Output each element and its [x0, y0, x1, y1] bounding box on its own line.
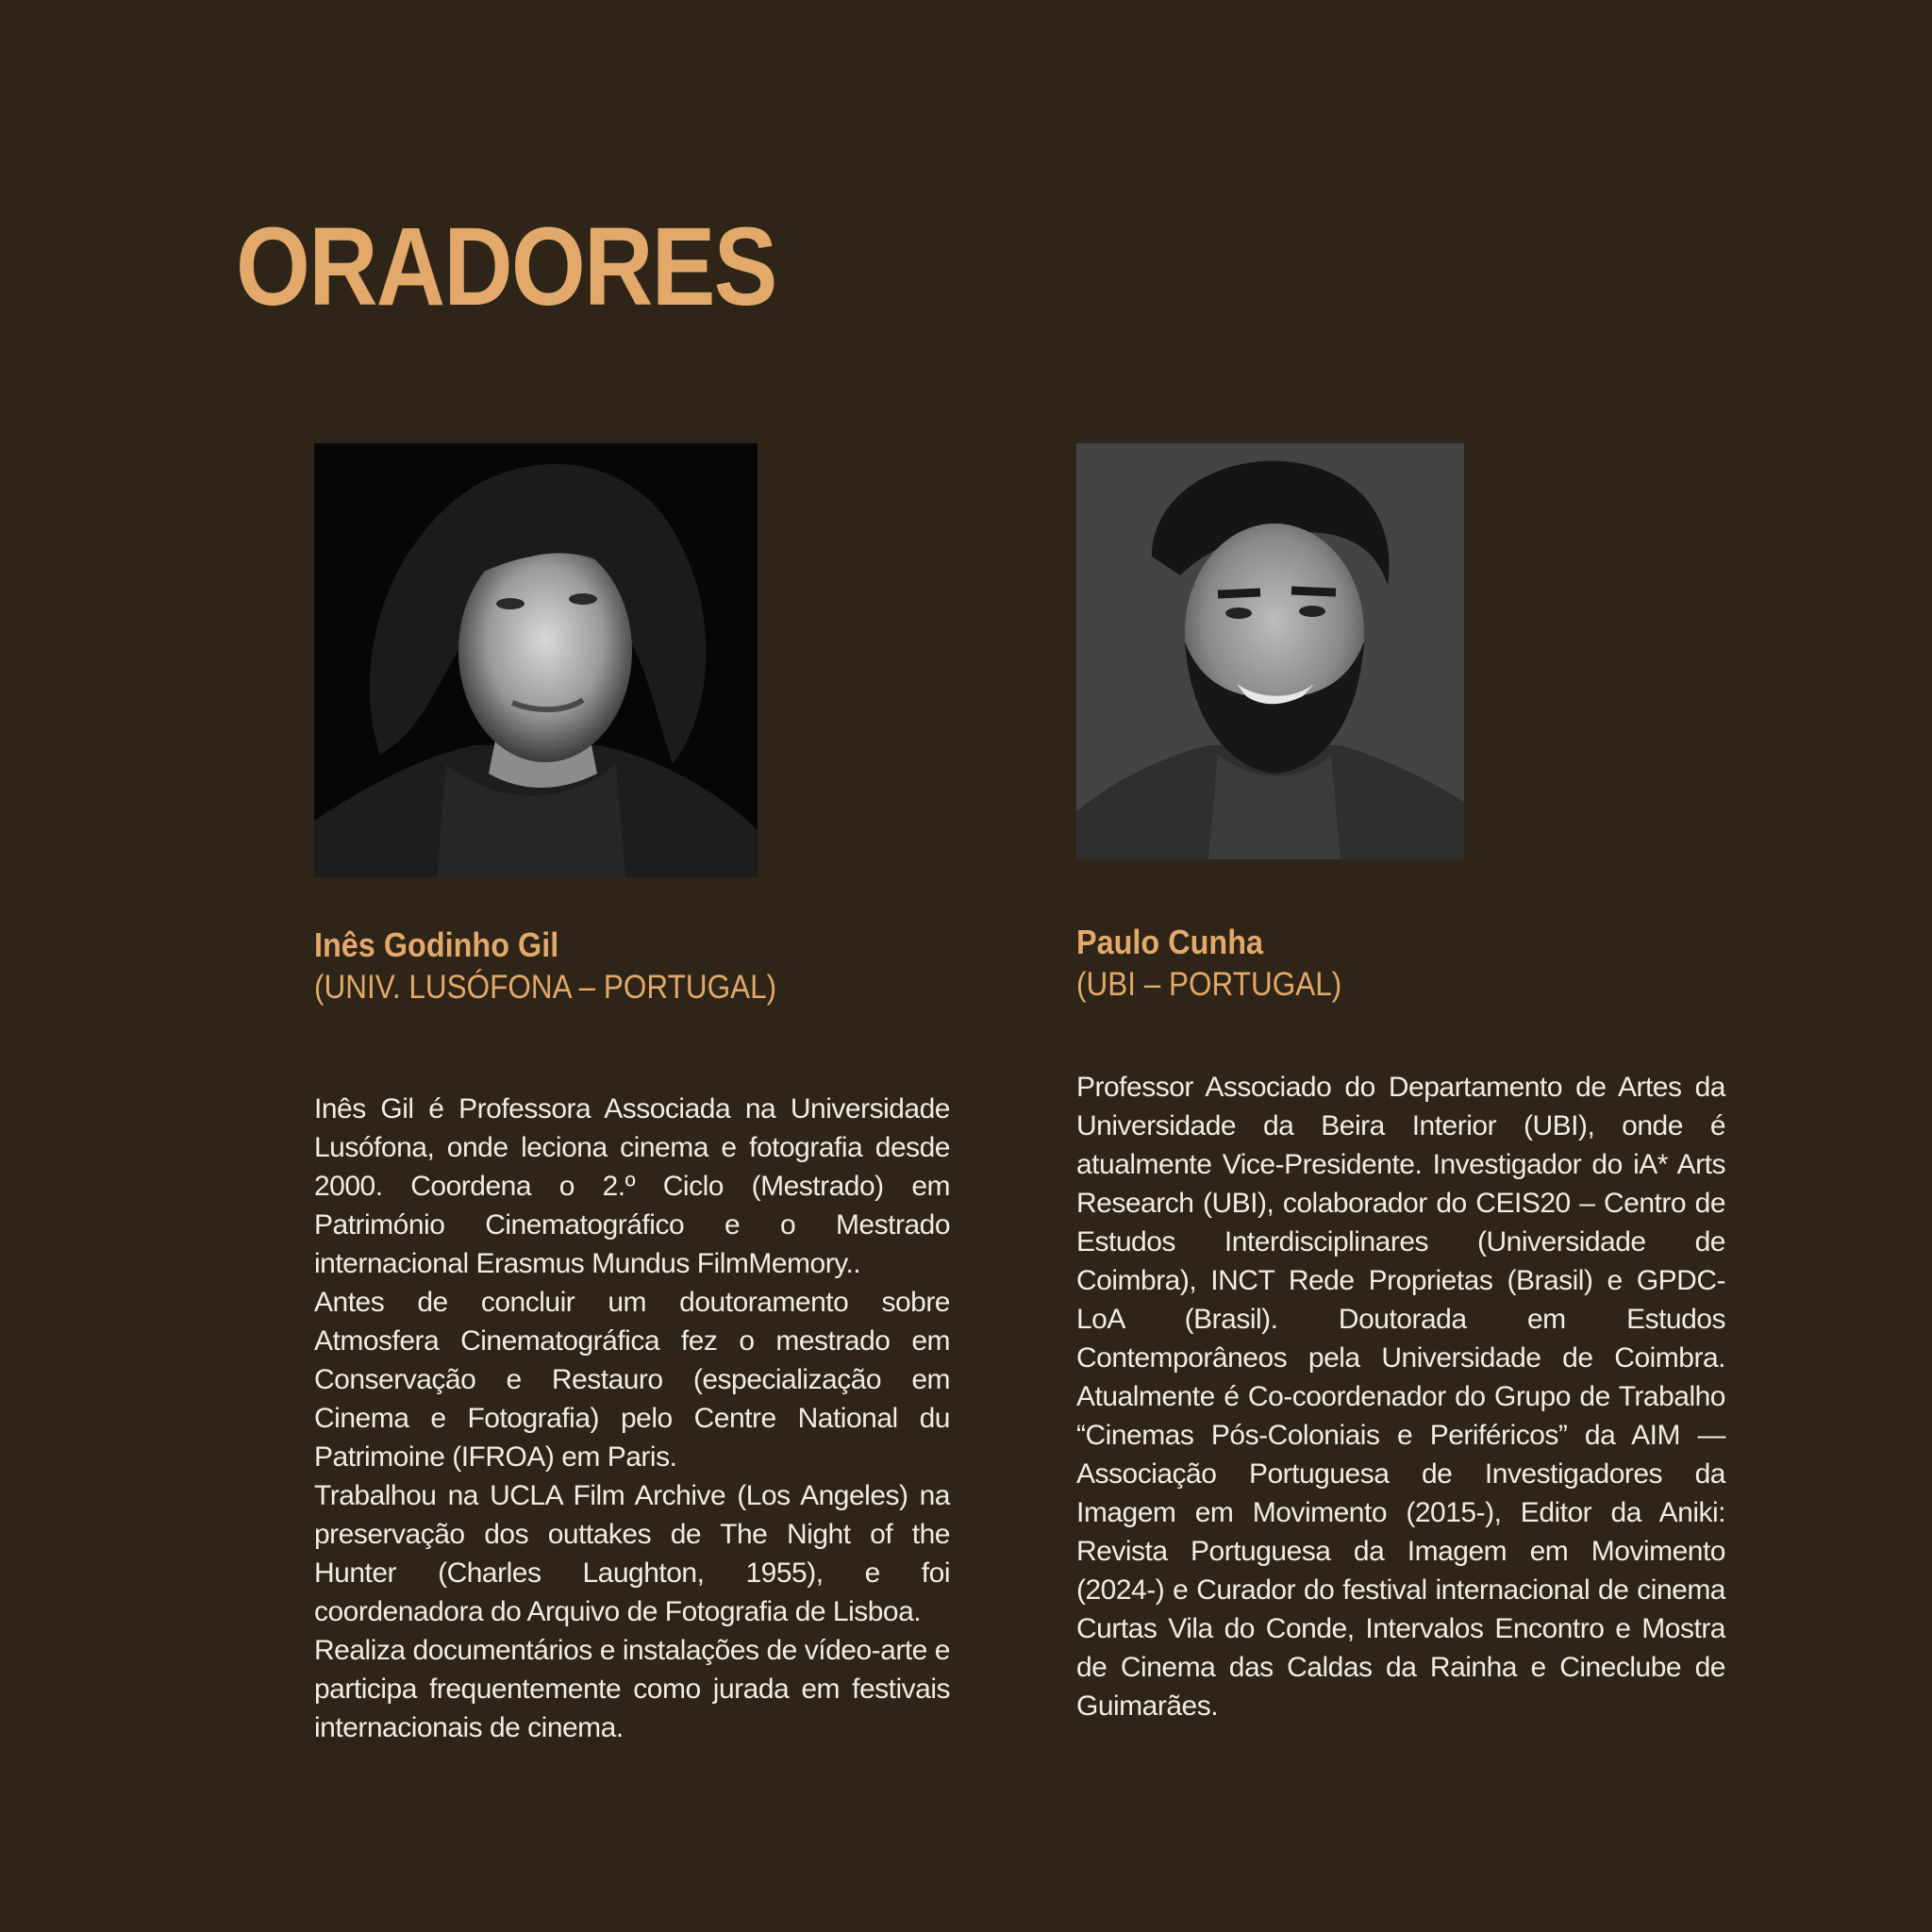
- speaker-bio: [1076, 1068, 1725, 1725]
- bio-paragraph: Trabalhou na UCLA Film Archive (Los Angeles) na preservação dos outtakes de The Night of the Hunter (Charles Laughton, 1955), e foi coordenadora do Arquivo de Fotografia de Lisboa.: [314, 1480, 950, 1627]
- speaker-affiliation: (UNIV. LUSÓFONA – PORTUGAL): [314, 969, 777, 1006]
- bio-paragraph: Professor Associado do Departamento de Artes da Universidade da Beira Interior (UBI), onde é atualmente Vice-Presidente. Investigador do iA* Arts Research (UBI), colaborador do CEIS20 – Centro de Estudos Interdisciplinares (Universidade de Coimbra), INCT Rede Proprietas (Brasil) e GPDC-LoA (Brasil). Doutorada em Estudos Contemporâneos pela Universidade de Coimbra. Atualmente é Co-coordenador do Grupo de Trabalho “Cinemas Pós-Coloniais e Periféricos” da AIM — Associação Portuguesa de Investigadores da Imagem em Movimento (2015-), Editor da Aniki: Revista Portuguesa da Imagem em Movimento (2024-) e Curador do festival internacional de cinema Curtas Vila do Conde, Intervalos Encontro e Mostra de Cinema das Caldas da Rainha e Cineclube de Guimarães.: [1076, 1072, 1725, 1722]
- portrait-illustration: [314, 443, 758, 877]
- bio-paragraph: Inês Gil é Professora Associada na Universidade Lusófona, onde leciona cinema e fotografia desde 2000. Coordena o 2.º Ciclo (Mestrado) em Património Cinematográfico e o Mestrado internacional Erasmus Mundus FilmMemory..: [314, 1093, 950, 1279]
- portrait-illustration: [1076, 443, 1464, 859]
- speaker-name: Paulo Cunha: [1076, 923, 1264, 961]
- speaker-affiliation: (UBI – PORTUGAL): [1076, 966, 1342, 1003]
- speaker-photo: [1076, 443, 1464, 859]
- bio-paragraph: Antes de concluir um doutoramento sobre Atmosfera Cinematográfica fez o mestrado em Conservação e Restauro (especialização em Cinema e Fotografia) pelo Centre National du Patrimoine (IFROA) em Paris.: [314, 1287, 950, 1473]
- page-title: ORADORES: [236, 205, 776, 329]
- speaker-photo: [314, 443, 758, 877]
- speaker-name: Inês Godinho Gil: [314, 925, 559, 964]
- speaker-card-paulo-cunha: [1076, 443, 1725, 1725]
- speaker-card-ines-gil: [314, 443, 950, 1747]
- speaker-bio: [314, 1090, 950, 1747]
- bio-paragraph: Realiza documentários e instalações de vídeo-arte e participa frequentemente como jurada em festivais internacionais de cinema.: [314, 1635, 950, 1743]
